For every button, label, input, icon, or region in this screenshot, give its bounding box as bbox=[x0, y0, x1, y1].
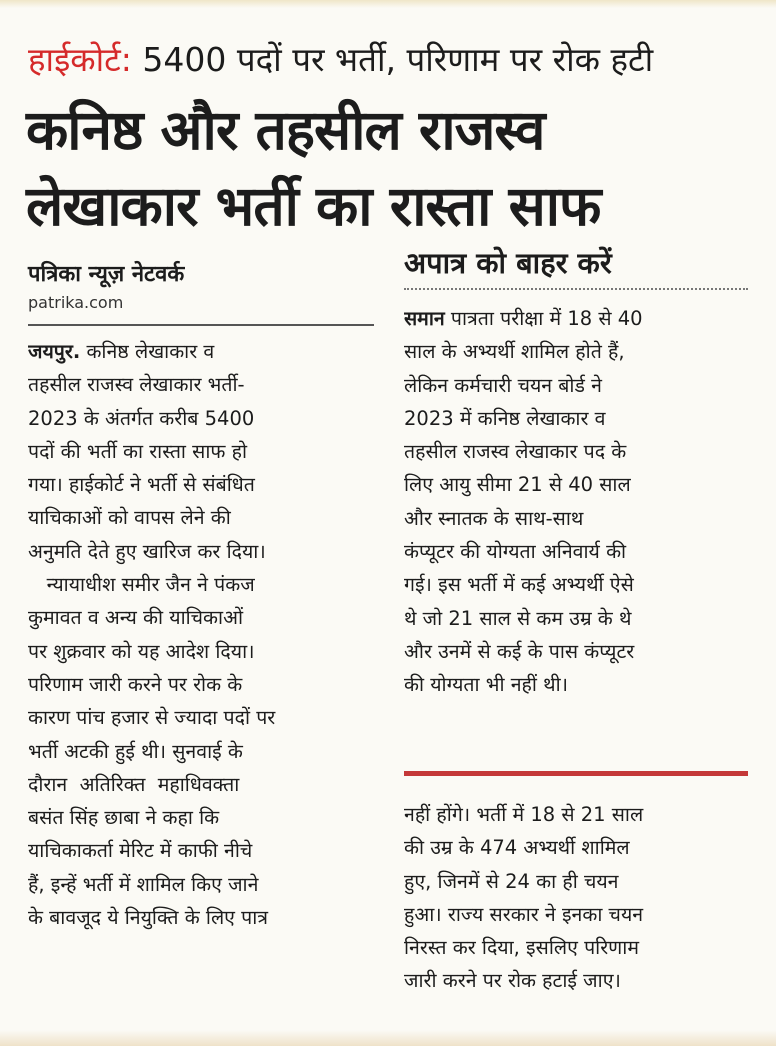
text-line: गई। इस भर्ती में कई अभ्यर्थी ऐसे bbox=[404, 573, 634, 597]
text-line: बसंत सिंह छाबा ने कहा कि bbox=[28, 806, 220, 830]
text-line: के बावजूद ये नियुक्ति के लिए पात्र bbox=[28, 906, 269, 930]
dateline: जयपुर. bbox=[28, 340, 81, 363]
text-line: निरस्त कर दिया, इसलिए परिणाम bbox=[404, 936, 639, 960]
lead-word: समान bbox=[404, 307, 445, 330]
text-line: साल के अभ्यर्थी शामिल होते हैं, bbox=[404, 340, 625, 364]
headline-line: कनिष्ठ और तहसील राजस्व bbox=[26, 98, 545, 162]
text-line: 2023 के अंतर्गत करीब 5400 bbox=[28, 406, 255, 430]
text-line: थे जो 21 साल से कम उम्र के थे bbox=[404, 606, 632, 630]
text-line: नहीं होंगे। भर्ती में 18 से 21 साल bbox=[404, 803, 644, 826]
text-line: परिणाम जारी करने पर रोक के bbox=[28, 672, 243, 696]
headline-line: लेखाकार भर्ती का रास्ता साफ bbox=[26, 174, 601, 238]
text-line: हैं, इन्हें भर्ती में शामिल किए जाने bbox=[28, 872, 259, 896]
section-subhead: अपात्र को बाहर करें bbox=[404, 246, 612, 280]
text-line: भर्ती अटकी हुई थी। सुनवाई के bbox=[28, 739, 243, 763]
byline-site: patrika.com bbox=[28, 293, 124, 312]
article-headline bbox=[26, 92, 726, 244]
text-line: जारी करने पर रोक हटाई जाए। bbox=[404, 969, 621, 993]
text-line-content: कनिष्ठ लेखाकार व bbox=[86, 340, 215, 363]
text-line: न्यायाधीश समीर जैन ने पंकज bbox=[28, 573, 255, 597]
article-kicker bbox=[28, 38, 768, 82]
kicker-text: 5400 पदों पर भर्ती, परिणाम पर रोक हटी bbox=[142, 40, 654, 79]
kicker-label: हाईकोर्ट: bbox=[28, 40, 132, 79]
text-line: तहसील राजस्व लेखाकार पद के bbox=[404, 440, 627, 464]
text-line: और उनमें से कई के पास कंप्यूटर bbox=[404, 639, 635, 663]
section-divider bbox=[404, 771, 748, 776]
subhead-divider bbox=[404, 288, 748, 290]
byline-divider bbox=[28, 324, 374, 326]
text-line-content: पात्रता परीक्षा में 18 से 40 bbox=[450, 307, 643, 330]
text-line: अनुमति देते हुए खारिज कर दिया। bbox=[28, 539, 266, 563]
text-line: की योग्यता भी नहीं थी। bbox=[404, 673, 569, 697]
byline bbox=[28, 258, 373, 314]
text-line: लिए आयु सीमा 21 से 40 साल bbox=[404, 473, 631, 497]
text-line: कुमावत व अन्य की याचिकाओं bbox=[28, 606, 244, 630]
byline-name: पत्रिका न्यूज़ नेटवर्क bbox=[28, 262, 185, 287]
text-line: और स्नातक के साथ-साथ bbox=[404, 506, 584, 530]
text-line: हुए, जिनमें से 24 का ही चयन bbox=[404, 869, 619, 893]
text-line bbox=[404, 302, 748, 335]
right-column-top bbox=[404, 302, 748, 702]
text-line: पर शुक्रवार को यह आदेश दिया। bbox=[28, 639, 255, 663]
text-line: तहसील राजस्व लेखाकार भर्ती- bbox=[28, 373, 245, 397]
text-line: की उम्र के 474 अभ्यर्थी शामिल bbox=[404, 836, 630, 860]
text-line: गया। हाईकोर्ट ने भर्ती से संबंधित bbox=[28, 473, 255, 497]
text-line: याचिकाकर्ता मेरिट में काफी नीचे bbox=[28, 839, 253, 863]
text-line: कंप्यूटर की योग्यता अनिवार्य की bbox=[404, 540, 627, 564]
text-line: लेकिन कर्मचारी चयन बोर्ड ने bbox=[404, 373, 602, 397]
text-line: कारण पांच हजार से ज्यादा पदों पर bbox=[28, 706, 276, 730]
text-line: याचिकाओं को वापस लेने की bbox=[28, 506, 231, 530]
page-bottom-edge bbox=[0, 1030, 776, 1046]
right-column-bottom bbox=[404, 798, 748, 998]
page-top-edge bbox=[0, 0, 776, 8]
text-line bbox=[28, 335, 374, 368]
text-line: पदों की भर्ती का रास्ता साफ हो bbox=[28, 439, 248, 463]
text-line: 2023 में कनिष्ठ लेखाकार व bbox=[404, 406, 606, 430]
text-line: दौरान अतिरिक्त महाधिवक्ता bbox=[28, 772, 240, 796]
text-line: हुआ। राज्य सरकार ने इनका चयन bbox=[404, 902, 644, 926]
left-column bbox=[28, 335, 374, 934]
